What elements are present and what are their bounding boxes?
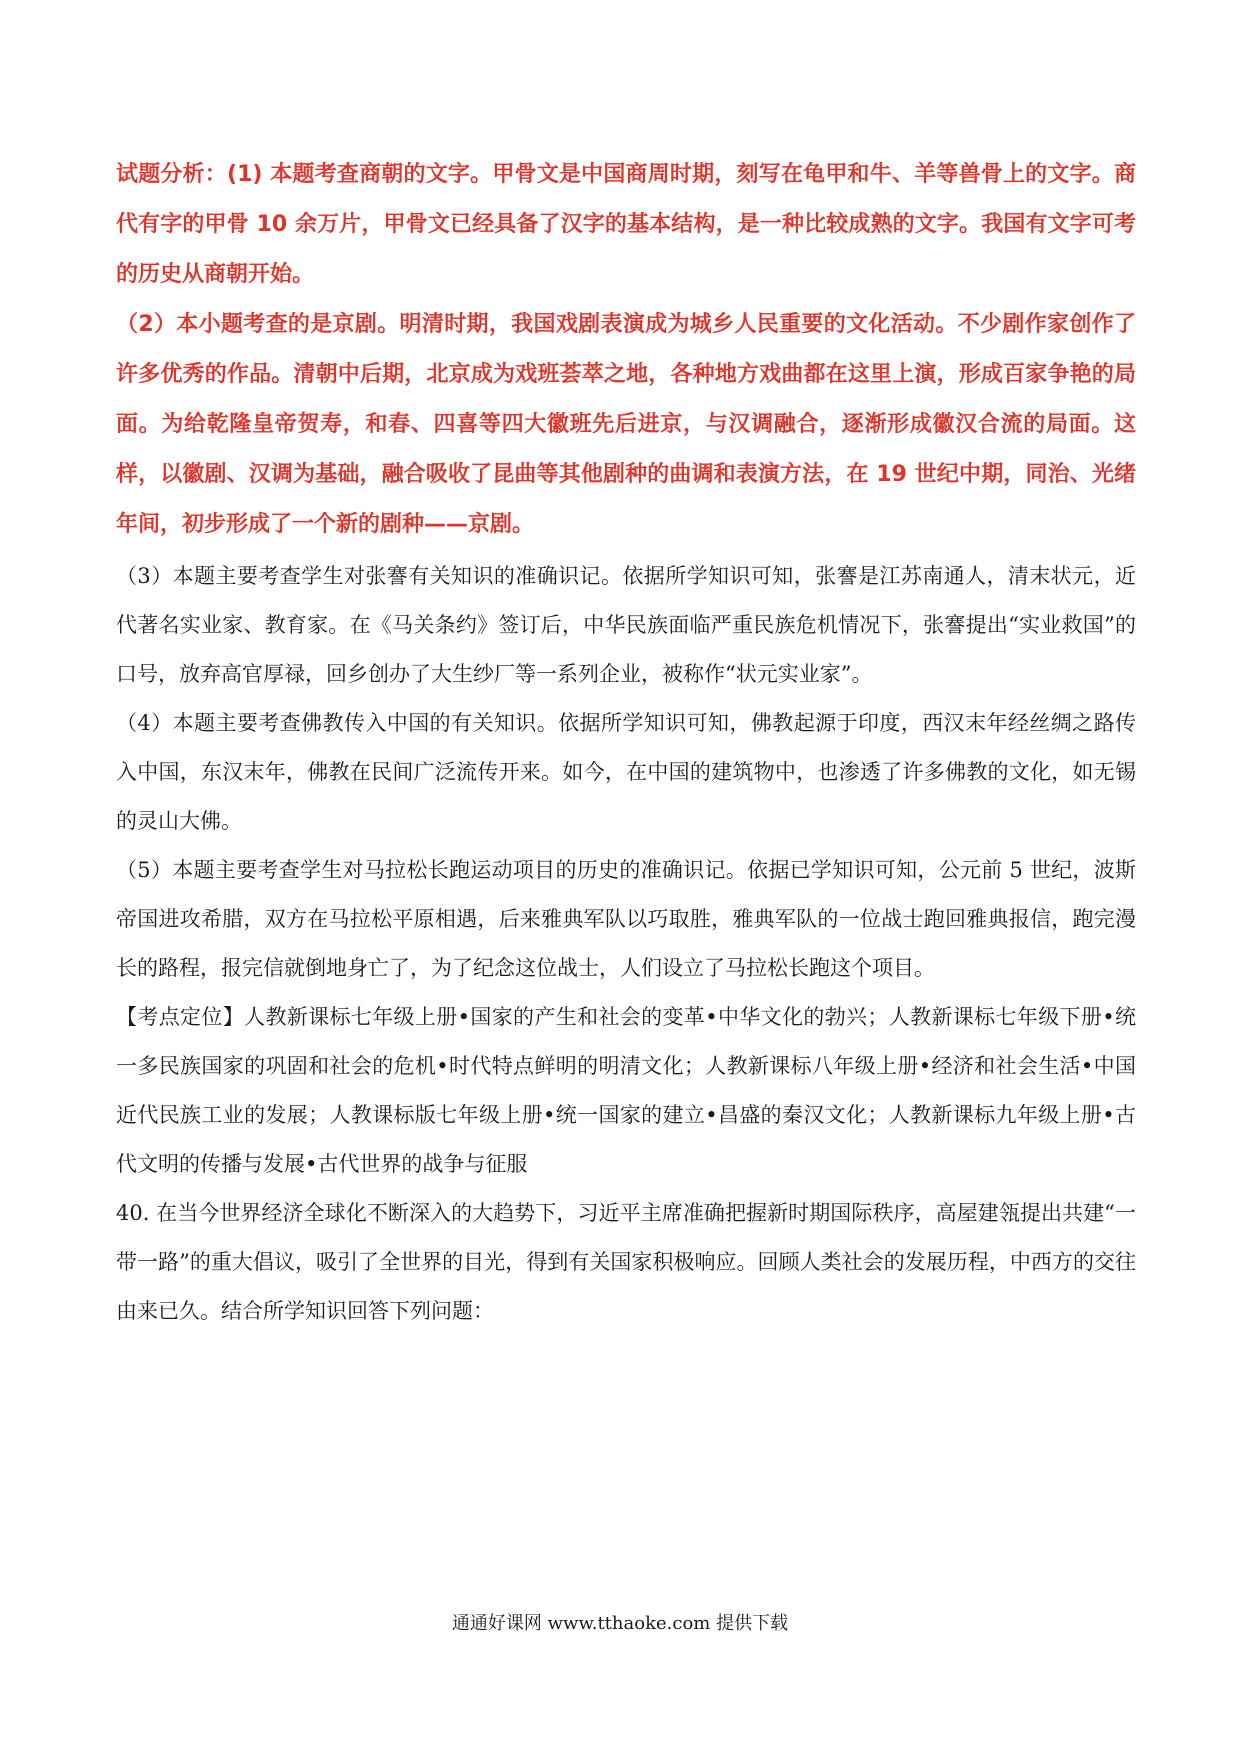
- question-40-text: 40. 在当今世界经济全球化不断深入的大趋势下，习近平主席准确把握新时期国际秩序，高屋建瓴提出共建“一带一路”的重大倡议，吸引了全世界的目光，得到有关国家积极响应。回顾人类社会的发展历程，中西方的交往由来已久。结合所学知识回答下列问题：: [116, 1201, 1136, 1323]
- page-content: [116, 150, 1136, 1336]
- analysis-paragraph-2: （2）本小题考查的是京剧。明清时期，我国戏剧表演成为城乡人民重要的文化活动。不少剧作家创作了许多优秀的作品。清朝中后期，北京成为戏班荟萃之地，各种地方戏曲都在这里上演，形成百家争艳的局面。为给乾隆皇帝贺寿，和春、四喜等四大徽班先后进京，与汉调融合，逐渐形成徽汉合流的局面。这样，以徽剧、汉调为基础，融合吸收了昆曲等其他剧种的曲调和表演方法，在 19 世纪中期，同治、光绪年间，初步形成了一个新的剧种——京剧。: [116, 312, 1136, 537]
- analysis-paragraph-3: （3）本题主要考查学生对张謇有关知识的准确识记。依据所学知识可知，张謇是江苏南通人，清末状元，近代著名实业家、教育家。在《马关条约》签订后，中华民族面临严重民族危机情况下，张謇提出“实业救国”的口号，放弃高官厚禄，回乡创办了大生纱厂等一系列企业，被称作“状元实业家”。: [116, 564, 1136, 686]
- page-footer: 通通好课网 www.tthaoke.com 提供下载: [451, 1613, 789, 1634]
- knowledge-point-paragraph: 【考点定位】人教新课标七年级上册•国家的产生和社会的变革•中华文化的勃兴；人教新课标七年级下册•统一多民族国家的巩固和社会的危机•时代特点鲜明的明清文化；人教新课标八年级上册•经济和社会生活•中国近代民族工业的发展；人教课标版七年级上册•统一国家的建立•昌盛的秦汉文化；人教新课标九年级上册•古代文明的传播与发展•古代世界的战争与征服: [116, 1005, 1136, 1176]
- analysis-paragraph-1: 试题分析：(1) 本题考查商朝的文字。甲骨文是中国商周时期，刻写在龟甲和牛、羊等兽骨上的文字。商代有字的甲骨 10 余万片，甲骨文已经具备了汉字的基本结构，是一种比较成熟的文字。我国有文字可考的历史从商朝开始。: [116, 162, 1136, 287]
- analysis-paragraph-5: （5）本题主要考查学生对马拉松长跑运动项目的历史的准确识记。依据已学知识可知，公元前 5 世纪，波斯帝国进攻希腊，双方在马拉松平原相遇，后来雅典军队以巧取胜，雅典军队的一位战士跑回雅典报信，跑完漫长的路程，报完信就倒地身亡了，为了纪念这位战士，人们设立了马拉松长跑这个项目。: [116, 858, 1136, 980]
- analysis-paragraph-4: （4）本题主要考查佛教传入中国的有关知识。依据所学知识可知，佛教起源于印度，西汉末年经丝绸之路传入中国，东汉末年，佛教在民间广泛流传开来。如今，在中国的建筑物中，也渗透了许多佛教的文化，如无锡的灵山大佛。: [116, 711, 1136, 833]
